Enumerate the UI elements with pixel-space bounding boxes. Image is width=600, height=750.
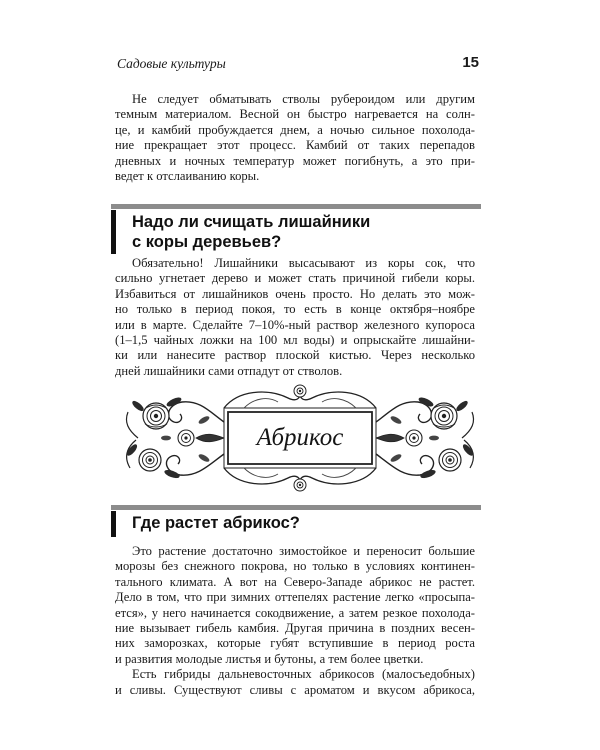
text-line: них заморозках, которые губят вступившие в период роста [115, 636, 475, 651]
text-line: ется», у него начинается сокодвижение, а затем резкое похолода- [115, 605, 475, 620]
text-line: ведет к отслаиванию коры. [115, 169, 260, 184]
text-line: Дело в том, что при зимних оттепелях растение легко «просыпа- [115, 590, 475, 605]
paragraph [115, 544, 475, 667]
text-line: дневных и ночных температур может погибнуть, а это при- [115, 153, 475, 168]
heading-title [132, 514, 300, 534]
text-line: морозы без снежного покрова, но только в условиях континен- [115, 559, 475, 574]
text-line: тального климата. А вот на Северо-Западе абрикос не растет. [115, 574, 475, 589]
text-line: Обязательно! Лишайники высасывают из коры сок, что [132, 256, 475, 270]
text-line: це, и камбий пробуждается днем, а ночью сильное похолода- [115, 122, 475, 137]
left-floral-ornament [125, 396, 224, 480]
heading-rule [111, 204, 481, 209]
text-line: или в марте. Сделайте 7–10%-ный раствор железного купороса [115, 317, 475, 332]
text-line: (1–1,5 чайных ложки на 100 мл воды) и опрыскайте лишайни- [115, 333, 475, 348]
intro-text [115, 92, 475, 184]
text-line: ние вызывает гибель камбия. Другая причина в поздних весен- [115, 621, 475, 636]
heading-title [132, 213, 370, 252]
heading-bar [111, 210, 116, 254]
paragraph [115, 667, 475, 698]
page-number: 15 [462, 54, 479, 71]
text-line: но только в период покоя, то есть в конце октября–ноябре [115, 302, 475, 317]
bottom-rose-ornament [294, 479, 306, 491]
text-line: и сливы. Существуют сливы с ароматом и вкусом абрикоса, [115, 682, 475, 697]
ornament-title: Абрикос [256, 424, 344, 451]
heading-bar [111, 511, 116, 537]
section-heading-apricot [111, 505, 481, 539]
text-line: темным материалом. Весной он быстро нагревается на солн- [115, 107, 475, 122]
heading-line: Надо ли счищать лишайники [132, 213, 371, 231]
heading-rule [111, 505, 481, 510]
right-floral-ornament [376, 396, 475, 480]
heading-line: с коры деревьев? [132, 232, 282, 251]
running-header [115, 54, 479, 74]
text-line: ние прекращает этот процесс. Камбий от таких перепадов [115, 138, 475, 153]
section-heading-lichens [111, 204, 481, 254]
text-line: Избавиться от лишайников очень просто. Но делать это мож- [115, 286, 475, 301]
text-line: Не следует обматывать стволы рубероидом или другим [132, 92, 475, 106]
text-line: Есть гибриды дальневосточных абрикосов (малосъедобных) [132, 667, 475, 682]
heading-line: Где растет абрикос? [132, 514, 300, 532]
text-line: Это растение достаточно зимостойкое и переносит большие [132, 544, 475, 558]
top-rose-ornament [294, 385, 306, 397]
text-line: дней лишайники сами отпадут от стволов. [115, 363, 343, 378]
paragraph [115, 256, 475, 379]
paragraph [115, 92, 475, 184]
text-line: и развития молодые листья и бутоны, а тем более цветки. [115, 651, 424, 666]
running-title: Садовые культуры [117, 56, 226, 71]
apricot-text [115, 544, 475, 698]
lichens-text [115, 256, 475, 379]
text-line: ки или нанесите раствор плоской кистью. Через несколько [115, 348, 475, 363]
text-line: сильно угнетает дерево и может стать причиной гибели коры. [115, 271, 475, 286]
